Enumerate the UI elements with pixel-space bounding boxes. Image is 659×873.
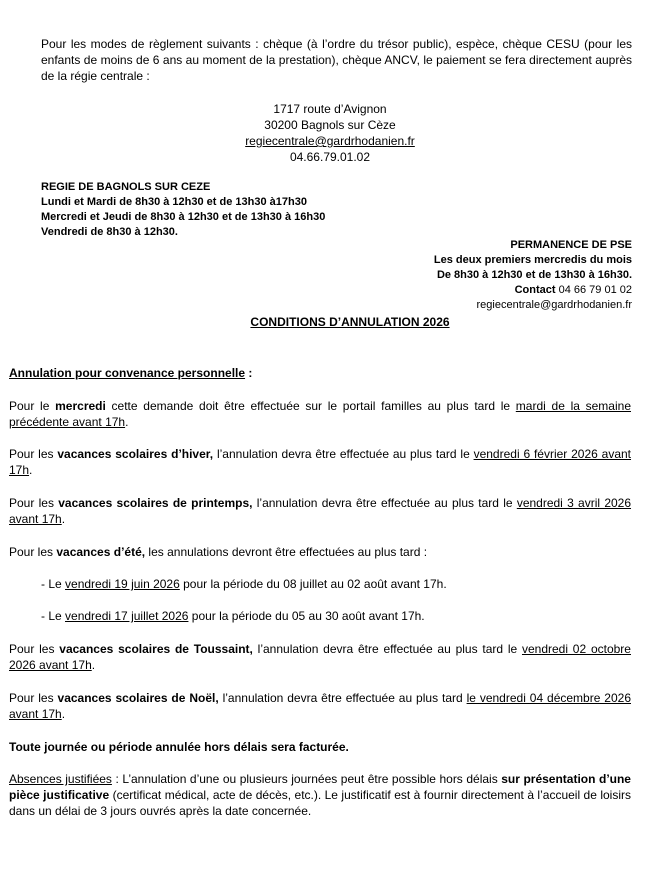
toussaint-paragraph: Pour les vacances scolaires de Toussaint, l’annulation devra être effectuée au plus tard le vendredi 02 octobre 2026 avant 17h. [9, 642, 631, 672]
permanence-title: PERMANENCE DE PSE [510, 239, 632, 251]
regie-block [41, 180, 441, 240]
ete-paragraph: Pour les vacances d’été, les annulations devront être effectuées au plus tard : [9, 545, 428, 559]
noel-paragraph: Pour les vacances scolaires de Noël, l’annulation devra être effectuée au plus tard le vendredi 04 décembre 2026 avant 17h. [9, 691, 631, 721]
mercredi-paragraph: Pour le mercredi cette demande doit être effectuée sur le portail familles au plus tard le mardi de la semaine précédente avant 17h. [9, 399, 631, 429]
ete-item: - Le vendredi 19 juin 2026 pour la période du 08 juillet au 02 août avant 17h. [41, 577, 447, 591]
permanence-block [300, 238, 632, 313]
late-penalty-notice: Toute journée ou période annulée hors délais sera facturée. [9, 740, 349, 754]
address-block [180, 101, 480, 165]
contact-label: Contact [514, 284, 556, 296]
absences-paragraph: Absences justifiées : L’annulation d’une ou plusieurs journées peut être possible hors délais sur présentation d’une pièce justificative (certificat médical, acte de décès, etc.). Le justificatif est à fournir directement à l’accueil de loisirs dans un délai de 3 jours ouvrés après la date concernée. [9, 772, 632, 818]
address-line: 30200 Bagnols sur Cèze [264, 118, 396, 132]
hiver-paragraph: Pour les vacances scolaires d’hiver, l’annulation devra être effectuée au plus tard le vendredi 6 février 2026 avant 17h. [9, 447, 632, 477]
regie-hours-line: Vendredi de 8h30 à 12h30. [41, 226, 178, 238]
phone-number: 04.66.79.01.02 [289, 150, 371, 164]
address-line: 1717 route d’Avignon [273, 102, 387, 116]
regie-hours-line: Lundi et Mardi de 8h30 à 12h30 et de 13h30 à17h30 [41, 196, 307, 208]
regie-title: REGIE DE BAGNOLS SUR CEZE [41, 181, 211, 193]
convenance-subtitle: Annulation pour convenance personnelle : [9, 366, 253, 380]
ete-item: - Le vendredi 17 juillet 2026 pour la période du 05 au 30 août avant 17h. [41, 609, 425, 623]
printemps-paragraph: Pour les vacances scolaires de printemps, l’annulation devra être effectuée au plus tard le vendredi 3 avril 2026 avant 17h. [9, 496, 632, 526]
permanence-day: Les deux premiers mercredis du mois [433, 254, 632, 266]
contact-phone: 04 66 79 01 02 [558, 284, 632, 296]
payment-intro: Pour les modes de règlement suivants : chèque (à l’ordre du trésor public), espèce, chèque CESU (pour les enfants de moins de 6 ans au moment de la prestation), chèque ANCV, le paiement se fera directement auprès de la régie centrale : [41, 37, 632, 83]
email-link[interactable]: regiecentrale@gardrhodanien.fr [245, 134, 415, 148]
conditions-title: CONDITIONS D’ANNULATION 2026 [250, 315, 450, 329]
regie-hours-line: Mercredi et Jeudi de 8h30 à 12h30 et de 13h30 à 16h30 [41, 211, 326, 223]
permanence-email: regiecentrale@gardrhodanien.fr [476, 299, 632, 311]
permanence-hours: De 8h30 à 12h30 et de 13h30 à 16h30. [436, 269, 632, 281]
